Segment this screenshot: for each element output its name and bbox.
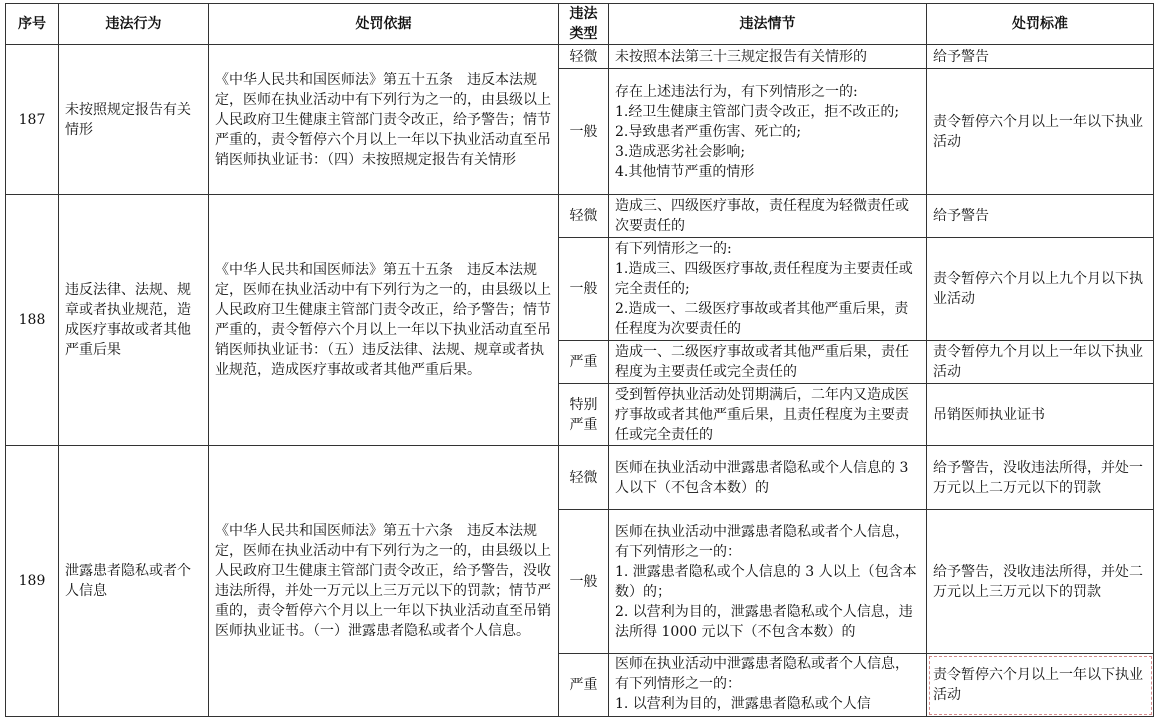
- row-std: 给予警告，没收违法所得，并处二万元以上三万元以下的罚款: [927, 510, 1154, 654]
- row-std: 吊销医师执业证书: [927, 384, 1154, 446]
- row-type: 轻微: [559, 45, 609, 69]
- penalty-table: [5, 3, 1154, 717]
- row-type: 特别 严重: [559, 384, 609, 446]
- row-type: 一般: [559, 510, 609, 654]
- row-no: 187: [6, 45, 59, 195]
- header-type: 违法 类型: [559, 4, 609, 45]
- row-type: 一般: [559, 69, 609, 195]
- header-no: 序号: [6, 4, 59, 45]
- row-circ: 受到暂停执业活动处罚期满后，二年内又造成医疗事故或者其他严重后果，且责任程度为主要责任或完全责任的: [609, 384, 927, 446]
- row-act: 泄露患者隐私或者个人信息: [59, 446, 209, 717]
- row-act: 违反法律、法规、规章或者执业规范，造成医疗事故或者其他严重后果: [59, 195, 209, 446]
- header-circ: 违法情节: [609, 4, 927, 45]
- row-circ: 有下列情形之一的: 1.造成三、四级医疗事故,责任程度为主要责任或完全责任的; 2.造成一、二级医疗事故或者其他严重后果，责任程度为次要责任的: [609, 238, 927, 341]
- row-circ: 造成一、二级医疗事故或者其他严重后果，责任程度为主要责任或完全责任的: [609, 341, 927, 384]
- row-basis: 《中华人民共和国医师法》第五十五条 违反本法规定，医师在执业活动中有下列行为之一的，由县级以上人民政府卫生健康主管部门责令改正，给予警告；情节严重的，责令暂停六个月以上一年以下执业活动直至吊销医师执业证书：（四）未按照规定报告有关情形: [209, 45, 559, 195]
- row-std: 责令暂停九个月以上一年以下执业活动: [927, 341, 1154, 384]
- row-std: 给予警告，没收违法所得，并处一万元以上二万元以下的罚款: [927, 446, 1154, 510]
- row-circ: 未按照本法第三十三规定报告有关情形的: [609, 45, 927, 69]
- row-circ: 造成三、四级医疗事故，责任程度为轻微责任或次要责任的: [609, 195, 927, 238]
- row-type: 轻微: [559, 195, 609, 238]
- row-type: 严重: [559, 341, 609, 384]
- header-row: [6, 4, 1154, 45]
- row-circ: 医师在执业活动中泄露患者隐私或者个人信息，有下列情形之一的： 1. 以营利为目的，泄露患者隐私或个人信: [609, 654, 927, 717]
- table-row: [6, 446, 1154, 510]
- row-type: 一般: [559, 238, 609, 341]
- row-type: 严重: [559, 654, 609, 717]
- row-std: 给予警告: [927, 45, 1154, 69]
- row-no: 188: [6, 195, 59, 446]
- row-circ: 存在上述违法行为，有下列情形之一的: 1.经卫生健康主管部门责令改正，拒不改正的; 2.导致患者严重伤害、死亡的; 3.造成恶劣社会影响; 4.其他情节严重的情形: [609, 69, 927, 195]
- header-basis: 处罚依据: [209, 4, 559, 45]
- row-basis: 《中华人民共和国医师法》第五十五条 违反本法规定，医师在执业活动中有下列行为之一的，由县级以上人民政府卫生健康主管部门责令改正，给予警告；情节严重的，责令暂停六个月以上一年以下执业活动直至吊销医师执业证书：（五）违反法律、法规、规章或者执业规范，造成医疗事故或者其他严重后果。: [209, 195, 559, 446]
- row-std: 责令暂停六个月以上九个月以下执业活动: [927, 238, 1154, 341]
- row-circ: 医师在执业活动中泄露患者隐私或者个人信息，有下列情形之一的： 1. 泄露患者隐私或个人信息的 3 人以上（包含本数）的； 2. 以营利为目的，泄露患者隐私或个人信息，违法所得 1000 元以下（不包含本数）的: [609, 510, 927, 654]
- row-basis: 《中华人民共和国医师法》第五十六条 违反本法规定，医师在执业活动中有下列行为之一的，由县级以上人民政府卫生健康主管部门责令改正，给予警告，没收违法所得，并处一万元以上三万元以下的罚款；情节严重的，责令暂停六个月以上一年以下执业活动直至吊销医师执业证书。（一）泄露患者隐私或者个人信息。: [209, 446, 559, 717]
- row-std: 责令暂停六个月以上一年以下执业活动: [927, 654, 1154, 717]
- header-std: 处罚标准: [927, 4, 1154, 45]
- row-circ: 医师在执业活动中泄露患者隐私或个人信息的 3 人以下（不包含本数）的: [609, 446, 927, 510]
- row-no: 189: [6, 446, 59, 717]
- table-row: [6, 195, 1154, 238]
- row-act: 未按照规定报告有关情形: [59, 45, 209, 195]
- row-type: 轻微: [559, 446, 609, 510]
- row-std: 给予警告: [927, 195, 1154, 238]
- table-row: [6, 45, 1154, 69]
- row-std: 责令暂停六个月以上一年以下执业活动: [927, 69, 1154, 195]
- header-act: 违法行为: [59, 4, 209, 45]
